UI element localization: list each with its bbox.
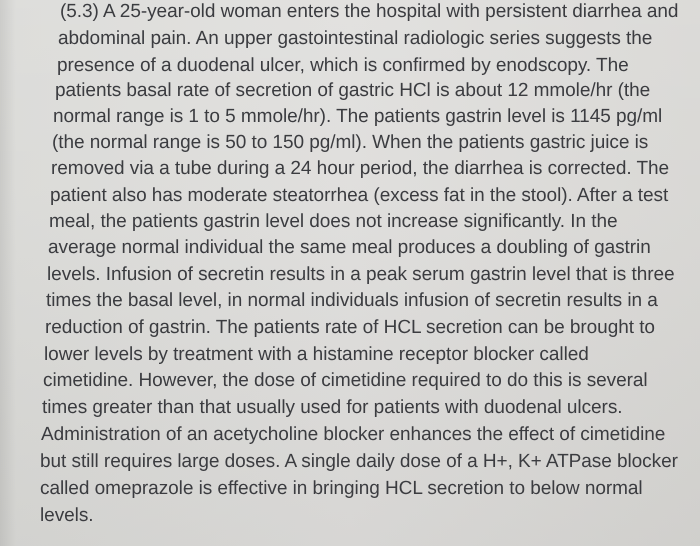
text-line-8: patient also has moderate steatorrhea (excess fat in the stool). After a test bbox=[50, 185, 669, 206]
text-line-17: Administration of an acetycholine blocker enhances the effect of cimetidine bbox=[41, 424, 666, 445]
text-line-15: cimetidine. However, the dose of cimetidine required to do this is several bbox=[43, 370, 648, 391]
text-line-14: lower levels by treatment with a histamine receptor blocker called bbox=[44, 344, 589, 365]
text-line-11: levels. Infusion of secretin results in a peak serum gastrin level that is three bbox=[47, 264, 675, 285]
text-line-9: meal, the patients gastrin level does not increase significantly. In the bbox=[49, 211, 618, 232]
text-line-18: but still requires large doses. A single daily dose of a H+, K+ ATPase blocker bbox=[40, 451, 678, 472]
text-line-2: abdominal pain. An upper gastointestinal radiologic series suggests the bbox=[58, 28, 653, 49]
question-text bbox=[36, 0, 679, 546]
text-line-12: times the basal level, in normal individuals infusion of secretin results in a bbox=[46, 290, 658, 311]
text-line-16: times greater than that usually used for patients with duodenal ulcers. bbox=[42, 397, 623, 418]
text-line-19: called omeprazole is effective in bringing HCL secretion to below normal bbox=[40, 478, 643, 499]
text-line-13: reduction of gastrin. The patients rate of HCL secretion can be brought to bbox=[45, 317, 655, 338]
text-line-5: normal range is 1 to 5 mmole/hr). The patients gastrin level is 1145 pg/ml bbox=[53, 106, 663, 127]
text-line-3: presence of a duodenal ulcer, which is confirmed by enodscopy. The bbox=[57, 55, 629, 76]
text-line-4: patients basal rate of secretion of gastric HCl is about 12 mmole/hr (the bbox=[55, 80, 651, 101]
text-line-7: removed via a tube during a 24 hour period, the diarrhea is corrected. The bbox=[51, 158, 670, 179]
text-line-6: (the normal range is 50 to 150 pg/ml). When the patients gastric juice is bbox=[52, 132, 649, 153]
left-shadow bbox=[0, 0, 16, 546]
text-line-20: levels. bbox=[40, 505, 94, 526]
text-line-10: average normal individual the same meal produces a doubling of gastrin bbox=[48, 237, 651, 258]
text-line-1: (5.3) A 25-year-old woman enters the hospital with persistent diarrhea and bbox=[60, 1, 679, 22]
